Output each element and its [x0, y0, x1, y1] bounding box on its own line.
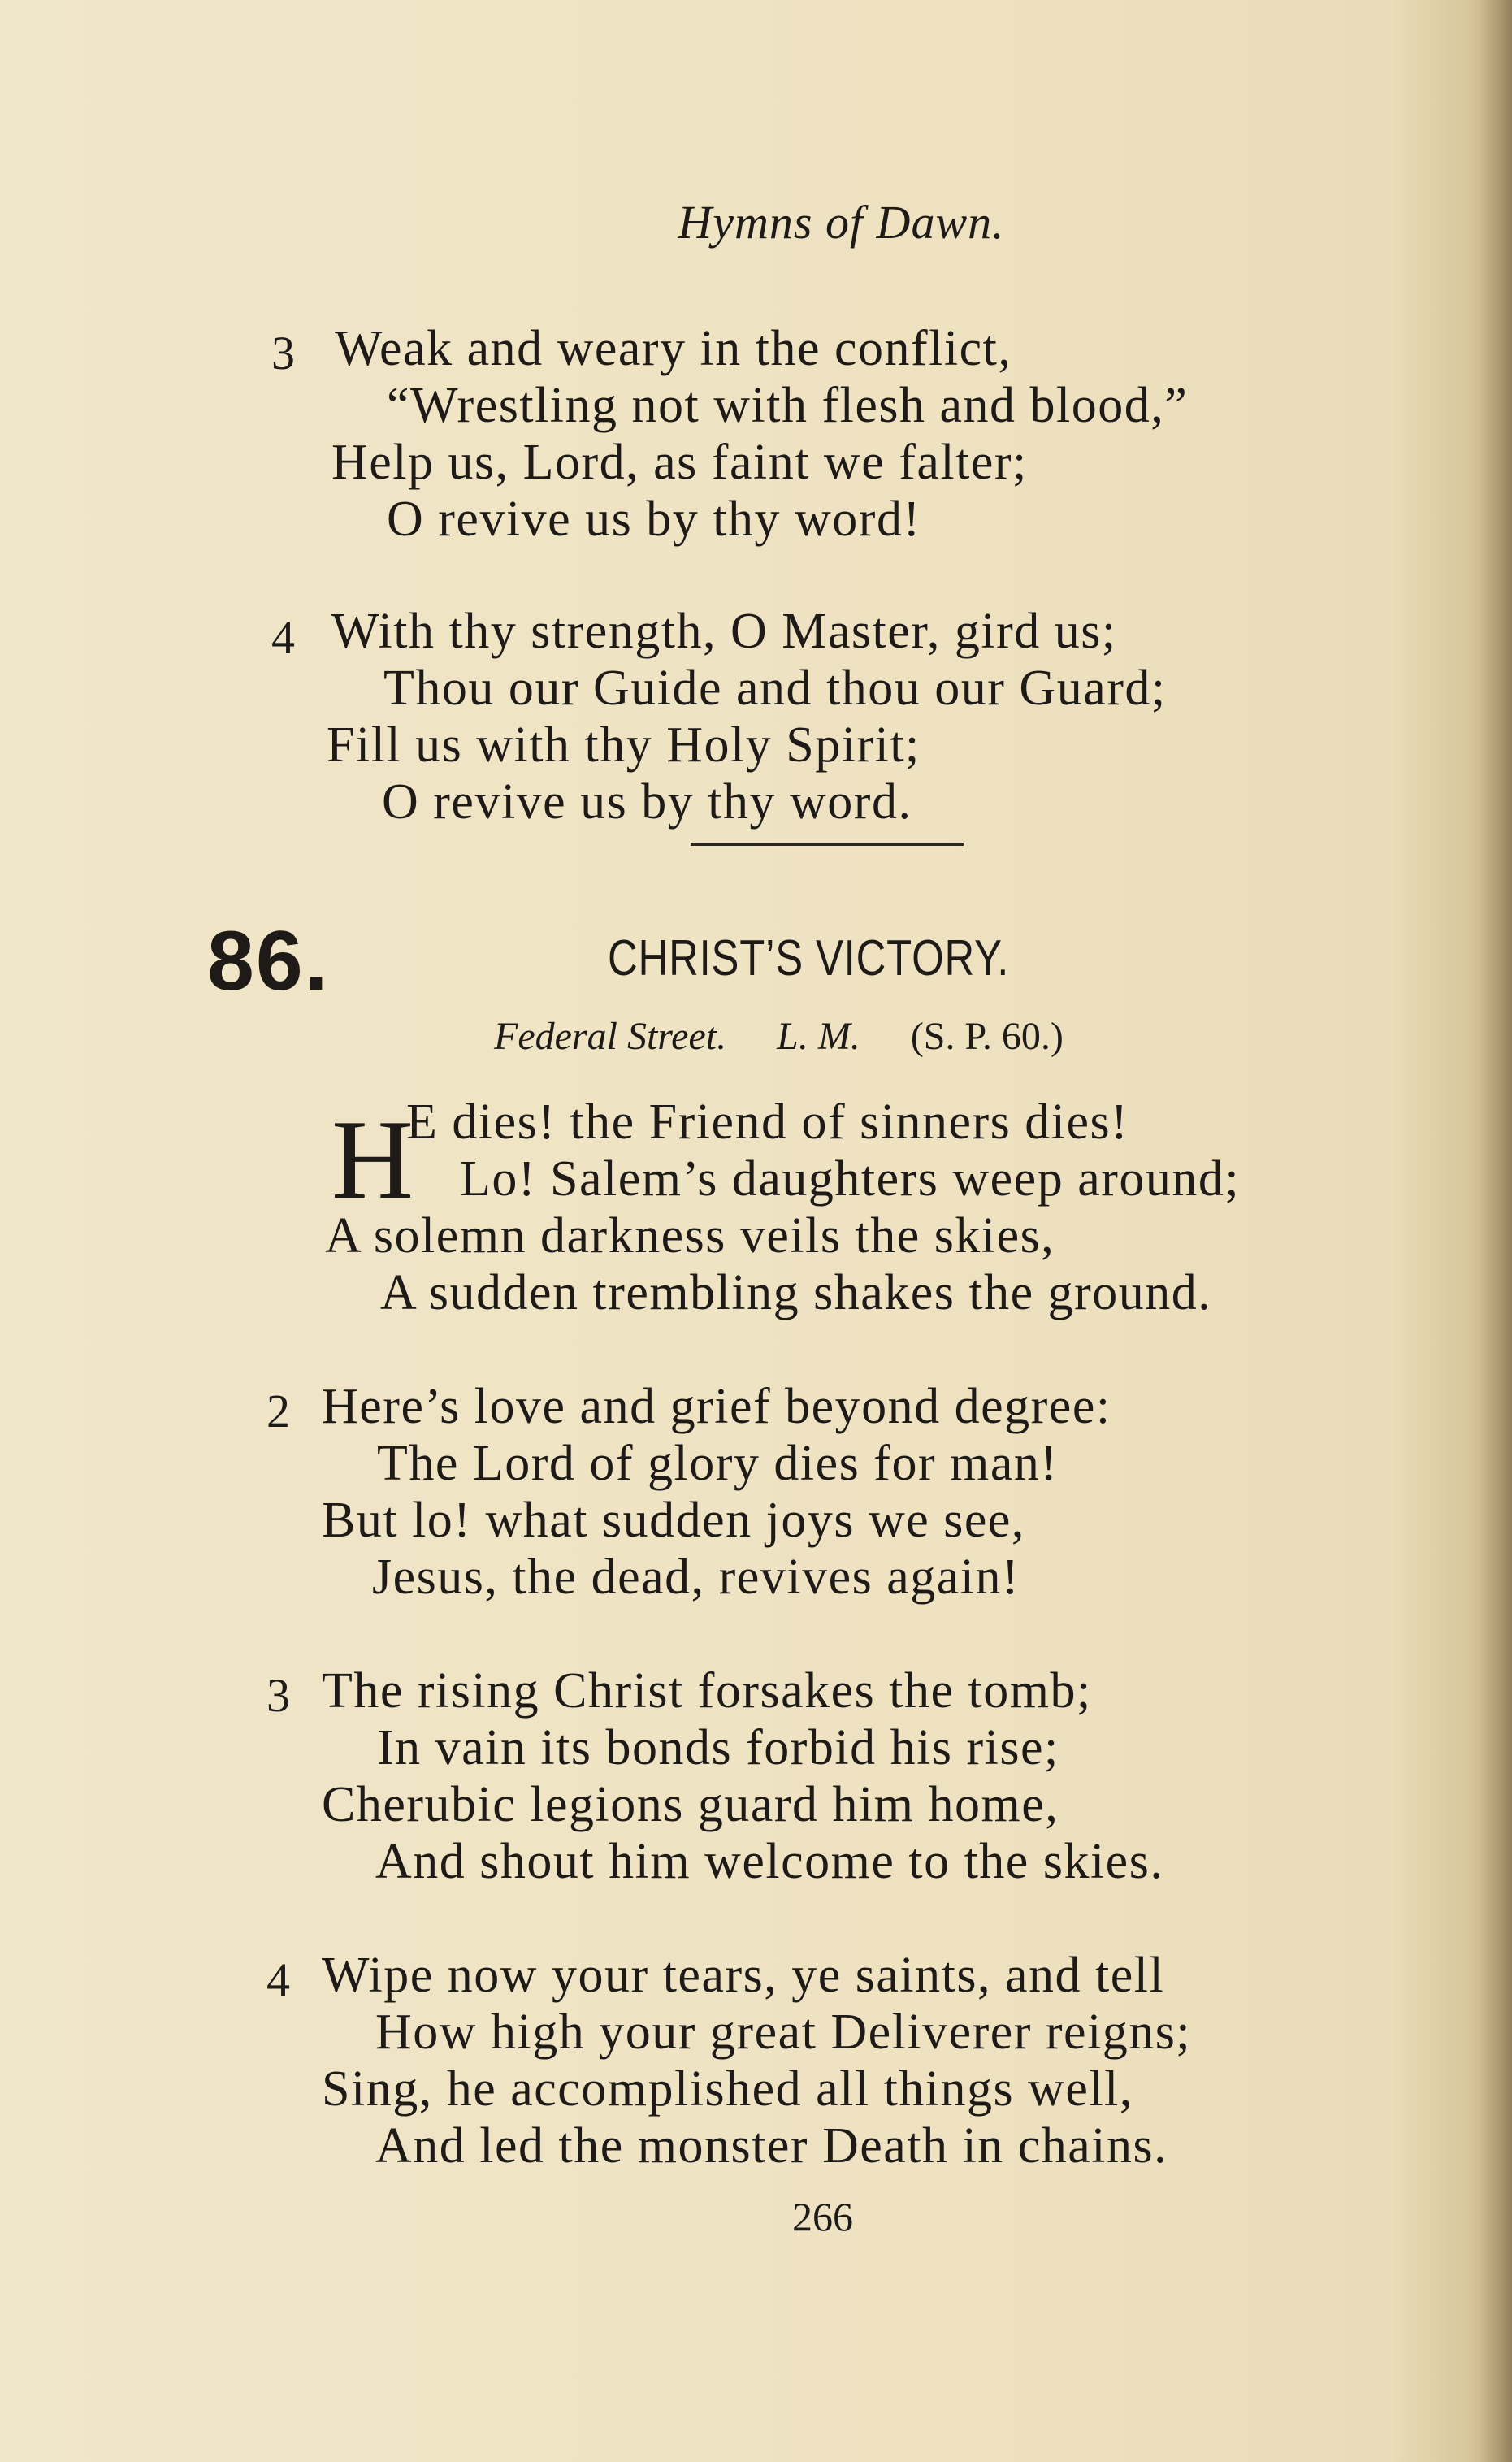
verse-line: Jesus, the dead, revives again! — [372, 1550, 1020, 1605]
stanza-number: 4 — [271, 611, 295, 664]
verse-line: O revive us by thy word! — [387, 492, 921, 547]
running-title: Hymns of Dawn. — [678, 196, 1005, 249]
verse-line: Sing, he accomplished all things well, — [322, 2061, 1133, 2117]
verse-line: “Wrestling not with flesh and blood,” — [387, 378, 1189, 433]
verse-line: The rising Christ forsakes the tomb; — [322, 1663, 1092, 1719]
verse-line: Cherubic legions guard him home, — [322, 1777, 1059, 1832]
page-number: 266 — [792, 2194, 853, 2239]
stanza-number: 2 — [266, 1385, 290, 1437]
verse-line: Lo! Salem’s daughters weep around; — [460, 1151, 1241, 1207]
verse-line: But lo! what sudden joys we see, — [322, 1493, 1025, 1548]
verse-line: O revive us by thy word. — [382, 774, 912, 830]
verse-line: In vain its bonds forbid his rise; — [377, 1720, 1059, 1775]
verse-line: A solemn darkness veils the skies, — [325, 1208, 1055, 1264]
stanza-number: 4 — [266, 1953, 290, 2006]
verse-line: The Lord of glory dies for man! — [377, 1436, 1059, 1491]
verse-line: E dies! the Friend of sinners dies! — [406, 1094, 1129, 1150]
hymn-title: CHRIST’S VICTORY. — [608, 930, 1010, 986]
stanza-number: 3 — [271, 327, 295, 379]
section-divider — [691, 843, 964, 846]
stanza-number: 3 — [266, 1669, 290, 1722]
tune-reference: (S. P. 60.) — [910, 1015, 1064, 1058]
verse-line: Wipe now your tears, ye saints, and tell — [322, 1948, 1165, 2003]
verse-line: Help us, Lord, as faint we falter; — [331, 435, 1028, 490]
verse-line: Here’s love and grief beyond degree: — [322, 1379, 1111, 1434]
tune-name: Federal Street. — [494, 1015, 727, 1058]
verse-line: A sudden trembling shakes the ground. — [380, 1265, 1212, 1320]
verse-line: And led the monster Death in chains. — [375, 2118, 1168, 2174]
verse-line: Fill us with thy Holy Spirit; — [327, 717, 921, 773]
tune-meter: L. M. — [777, 1015, 860, 1058]
verse-line: And shout him welcome to the skies. — [375, 1834, 1164, 1889]
verse-line: Weak and weary in the conflict, — [335, 321, 1012, 376]
tune-line — [494, 1011, 1064, 1063]
verse-line: With thy strength, O Master, gird us; — [331, 604, 1117, 659]
drop-cap: H — [331, 1097, 414, 1223]
hymn-number: 86. — [207, 914, 330, 1008]
page-edge-shadow — [1480, 0, 1512, 2462]
verse-line: Thou our Guide and thou our Guard; — [383, 661, 1167, 716]
verse-line: How high your great Deliverer reigns; — [375, 2005, 1192, 2060]
